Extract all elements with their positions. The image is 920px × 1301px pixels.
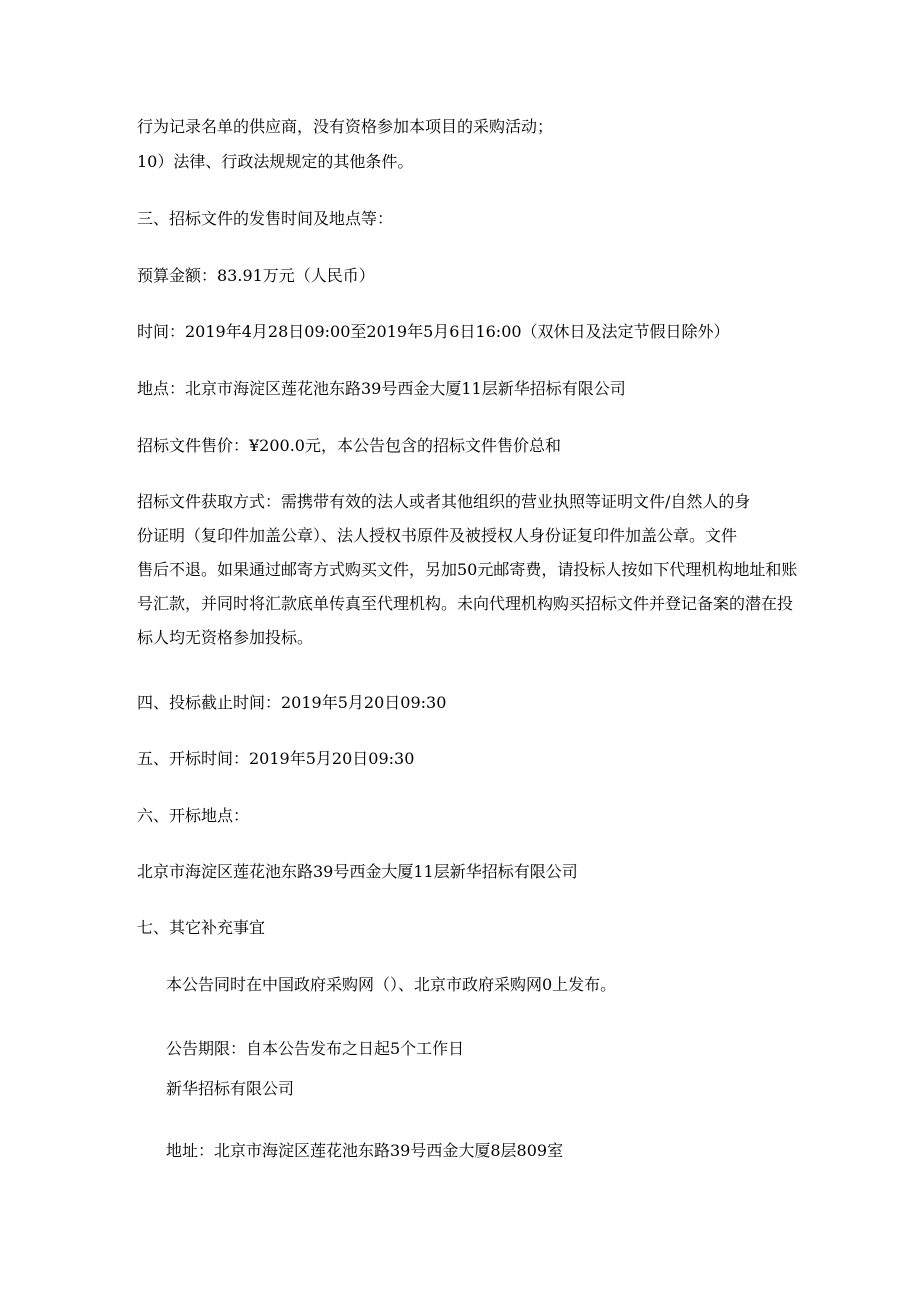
sale-time: 时间：2019年4月28日09:00至2019年5月6日16:00（双休日及法定节假日除外） [137,322,730,341]
acquisition-method-paragraph [137,485,837,655]
section-heading-3: 三、招标文件的发售时间及地点等： [137,209,394,228]
acquisition-method-line-2: 份证明（复印件加盖公章）、法人授权书原件及被授权人身份证复印件加盖公章。文件 [137,526,738,545]
budget-amount: 预算金额：83.91万元（人民币） [137,266,375,285]
sale-location: 地点：北京市海淀区莲花池东路39号西金大厦11层新华招标有限公司 [137,379,626,398]
acquisition-method-line-5: 标人均无资格参加投标。 [137,628,314,647]
document-price: 招标文件售价：¥200.0元，本公告包含的招标文件售价总和 [137,436,561,455]
section-heading-5-opening-time: 五、开标时间：2019年5月20日09:30 [137,749,415,768]
section-heading-4-deadline: 四、投标截止时间：2019年5月20日09:30 [137,693,447,712]
acquisition-method-line-3: 售后不退。如果通过邮寄方式购买文件，另加50元邮寄费，请投标人按如下代理机构地址和账 [137,560,798,579]
opening-location: 北京市海淀区莲花池东路39号西金大厦11层新华招标有限公司 [137,862,578,881]
acquisition-method-line-4: 号汇款，并同时将汇款底单传真至代理机构。未向代理机构购买招标文件并登记备案的潜在投 [137,594,794,613]
publication-sites: 本公告同时在中国政府采购网（）、北京市政府采购网0上发布。 [166,975,617,994]
text-line-other-conditions: 10）法律、行政法规规定的其他条件。 [137,152,414,171]
section-heading-7: 七、其它补充事宜 [137,918,266,937]
acquisition-method-line-1: 招标文件获取方式：需携带有效的法人或者其他组织的营业执照等证明文件/自然人的身 [137,492,751,511]
text-line-qualification: 行为记录名单的供应商，没有资格参加本项目的采购活动； [137,117,554,136]
notice-period: 公告期限：自本公告发布之日起5个工作日 [166,1039,465,1058]
company-name: 新华招标有限公司 [166,1079,295,1098]
company-address: 地址：北京市海淀区莲花池东路39号西金大厦8层809室 [166,1141,564,1160]
section-heading-6: 六、开标地点： [137,806,250,825]
